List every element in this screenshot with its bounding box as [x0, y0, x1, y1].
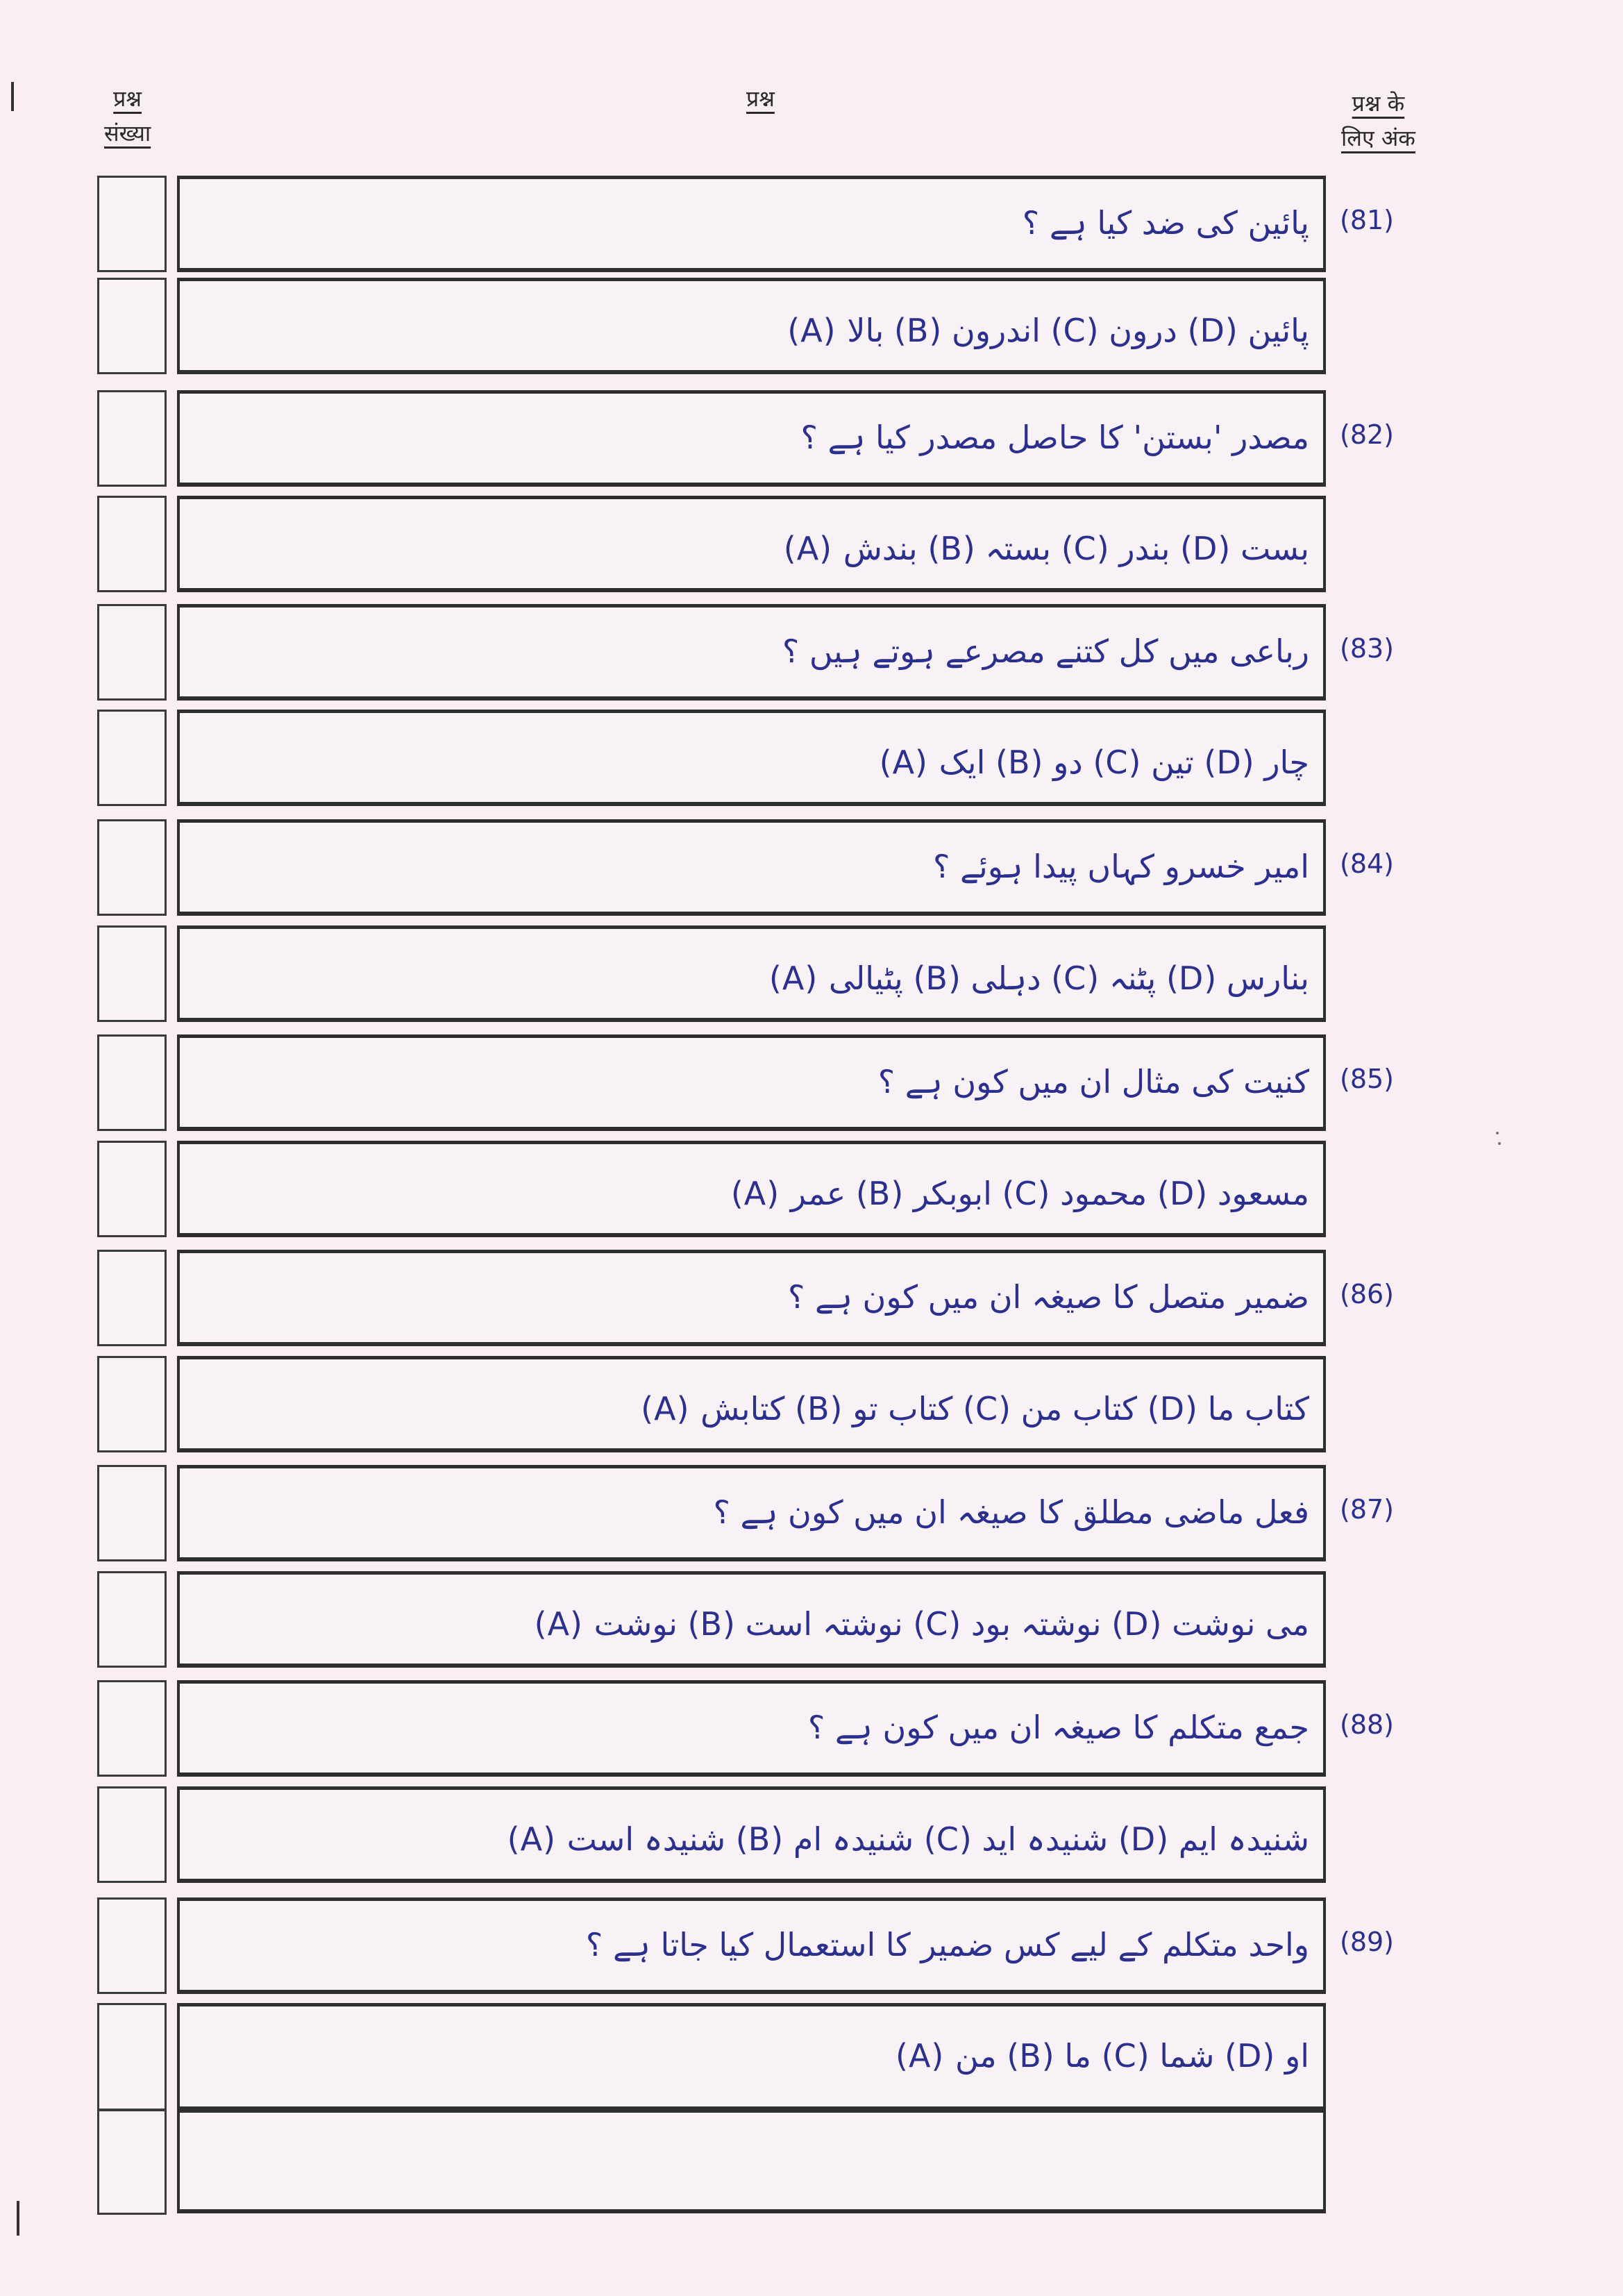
question-cell: [177, 604, 1326, 701]
question-number-cell: [97, 1786, 167, 1883]
scan-margin-mark-bottom: [17, 2201, 19, 2236]
column-header-marks-line1: प्रश्न के: [1352, 90, 1405, 117]
options-cell: [177, 496, 1326, 592]
question-cell: [177, 1034, 1326, 1131]
scan-speck: [1496, 1132, 1499, 1134]
options-row: [97, 496, 1329, 595]
question-number: (84): [1340, 848, 1395, 879]
options-cell: [177, 2003, 1326, 2111]
options-text: (A) ایک (B) دو (C) تین (D) چار: [879, 744, 1309, 781]
options-cell: [177, 1786, 1326, 1883]
question-number: (89): [1340, 1927, 1395, 1957]
question-row: [97, 1680, 1395, 1779]
question-row: [97, 390, 1395, 489]
column-header-marks-line2: लिए अंक: [1341, 124, 1415, 151]
question-number-cell: [97, 604, 167, 701]
question-row: [97, 1250, 1395, 1349]
question-number: (87): [1340, 1494, 1395, 1525]
options-row: [97, 925, 1329, 1025]
question-number-cell: [97, 1250, 167, 1346]
question-row: [97, 604, 1395, 703]
question-cell: [177, 1465, 1326, 1561]
options-row: [97, 710, 1329, 809]
question-number-cell: [97, 1356, 167, 1452]
options-cell: [177, 710, 1326, 806]
question-cell: [177, 390, 1326, 487]
options-row: [97, 278, 1329, 377]
question-cell: [177, 1680, 1326, 1777]
question-number: (86): [1340, 1279, 1395, 1309]
question-number: (81): [1340, 205, 1395, 235]
question-number-cell: [97, 925, 167, 1022]
options-cell: [177, 1571, 1326, 1668]
options-cell: [177, 925, 1326, 1022]
question-row: [97, 1897, 1395, 1997]
question-row: [97, 1034, 1395, 1134]
question-row: [97, 176, 1395, 275]
question-cell: [177, 1250, 1326, 1346]
options-text: (A) بندش (B) بستہ (C) بندر (D) بست: [783, 530, 1309, 567]
question-text: کنیت کی مثال ان میں کون ہے ؟: [877, 1063, 1309, 1100]
question-number-cell: [97, 1571, 167, 1668]
question-text: جمع متکلم کا صیغہ ان میں کون ہے ؟: [807, 1709, 1309, 1746]
options-row: [97, 2003, 1329, 2114]
column-header-question: प्रश्न: [746, 85, 775, 112]
options-cell: [177, 278, 1326, 374]
scan-margin-mark-top: [11, 82, 14, 111]
question-number-cell: [97, 2003, 167, 2111]
question-number-cell: [97, 1680, 167, 1777]
question-number-cell: [97, 2109, 167, 2215]
question-number-cell: [97, 390, 167, 487]
question-number: (88): [1340, 1709, 1395, 1740]
question-cell: [177, 1897, 1326, 1994]
question-cell: [177, 819, 1326, 916]
question-text: واحد متکلم کے لیے کس ضمیر کا استعمال کیا جاتا ہے ؟: [585, 1926, 1309, 1963]
options-text: (A) پٹیالی (B) دہلی (C) پٹنہ (D) بنارس: [768, 960, 1309, 997]
question-number: (83): [1340, 633, 1395, 664]
options-text: (A) شنیدہ است (B) شنیدہ ام (C) شنیدہ اید (D) شنیدہ ایم: [507, 1820, 1309, 1858]
options-text: (A) نوشت (B) نوشتہ است (C) نوشتہ بود (D) می نوشت: [534, 1605, 1309, 1643]
question-number-cell: [97, 496, 167, 592]
options-cell: [177, 1141, 1326, 1237]
question-number-cell: [97, 710, 167, 806]
column-header-marks: [1341, 87, 1415, 156]
options-text: (A) من (B) ما (C) شما (D) او: [895, 2037, 1309, 2075]
question-number-cell: [97, 1034, 167, 1131]
options-row: [97, 1356, 1329, 1455]
empty-cell: [177, 2109, 1326, 2213]
options-cell: [177, 1356, 1326, 1452]
options-row: [97, 1571, 1329, 1670]
question-cell: [177, 176, 1326, 272]
column-header-number-line2: संख्या: [104, 119, 151, 146]
question-text: امیر خسرو کہاں پیدا ہوئے ؟: [932, 848, 1309, 885]
question-text: ضمیر متصل کا صیغہ ان میں کون ہے ؟: [787, 1278, 1309, 1316]
options-row: [97, 1786, 1329, 1886]
column-header-number-line1: प्रश्न: [113, 85, 142, 112]
question-text: مصدر 'بستن' کا حاصل مصدر کیا ہے ؟: [800, 419, 1309, 456]
empty-row: [97, 2109, 1329, 2220]
options-text: (A) عمر (B) ابوبکر (C) محمود (D) مسعود: [730, 1175, 1309, 1212]
question-text: رباعی میں کل کتنے مصرعے ہوتے ہیں ؟: [782, 632, 1309, 670]
options-text: (A) بالا (B) اندرون (C) درون (D) پائین: [787, 312, 1309, 349]
question-row: [97, 1465, 1395, 1564]
question-text: فعل ماضی مطلق کا صیغہ ان میں کون ہے ؟: [713, 1493, 1309, 1531]
question-number-cell: [97, 176, 167, 272]
question-number-cell: [97, 1897, 167, 1994]
question-number-cell: [97, 819, 167, 916]
question-text: پائین کی ضد کیا ہے ؟: [1022, 204, 1309, 242]
question-number: (82): [1340, 419, 1395, 450]
question-row: [97, 819, 1395, 919]
options-text: (A) کتابش (B) کتاب تو (C) کتاب من (D) کتاب ما: [641, 1390, 1309, 1427]
question-number-cell: [97, 1141, 167, 1237]
question-number-cell: [97, 278, 167, 374]
question-number: (85): [1340, 1064, 1395, 1094]
scan-speck: [1498, 1142, 1501, 1145]
options-row: [97, 1141, 1329, 1240]
column-header-question-number: [104, 82, 151, 151]
question-number-cell: [97, 1465, 167, 1561]
